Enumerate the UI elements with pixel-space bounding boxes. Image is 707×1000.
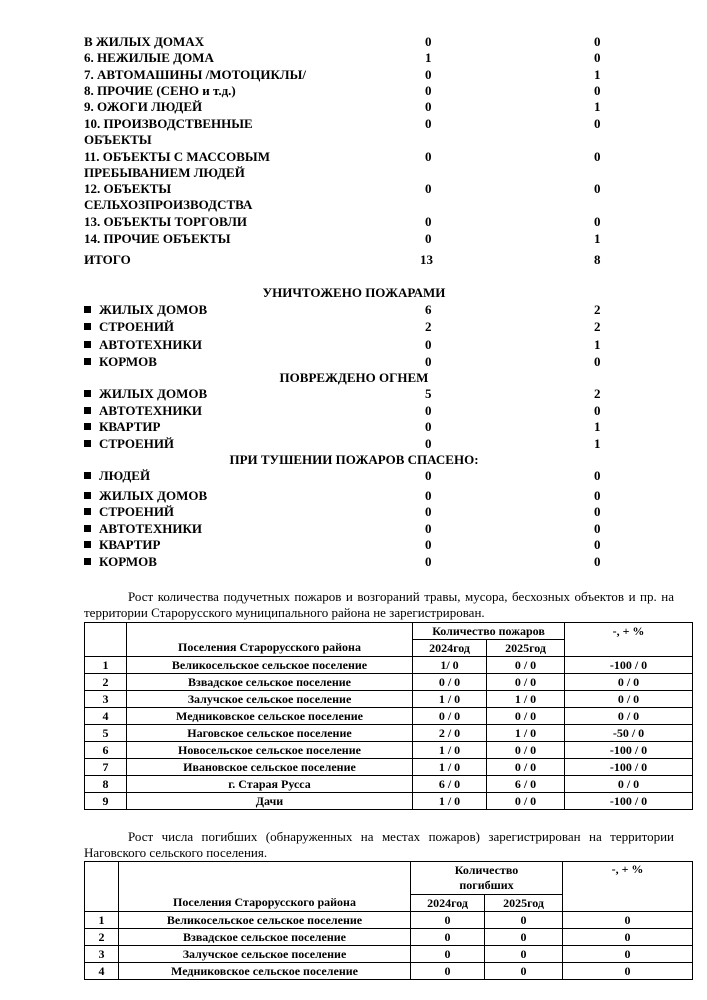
row-number: 2 <box>85 674 127 691</box>
value-2024: 1 / 0 <box>413 742 487 759</box>
header-year-2024: 2024год <box>413 640 487 657</box>
header-death-count-line1: Количество <box>454 863 519 877</box>
table-row <box>85 691 693 708</box>
item-value-2024: 0 <box>425 403 432 418</box>
header-change: -, + % <box>565 623 693 640</box>
bullet-icon <box>84 423 91 430</box>
header-fire-count: Количество пожаров <box>413 623 565 640</box>
item-label: КОРМОВ <box>99 354 157 369</box>
header-death-count <box>411 862 563 895</box>
table-header-row <box>85 895 693 912</box>
item-value-2025: 0 <box>594 537 601 552</box>
row-number: 3 <box>85 946 119 963</box>
item-value-2024: 0 <box>425 521 432 536</box>
stat-label: 10. ПРОИЗВОДСТВЕННЫЕ <box>84 116 253 131</box>
value-2025: 0 / 0 <box>487 708 565 725</box>
row-number: 2 <box>85 929 119 946</box>
settlement-name: Залучское сельское поселение <box>119 946 411 963</box>
item-value-2025: 2 <box>594 302 601 317</box>
item-value-2025: 0 <box>594 354 601 369</box>
value-2024: 0 <box>411 912 485 929</box>
value-change: -100 / 0 <box>565 742 693 759</box>
value-2024: 0 <box>411 963 485 980</box>
stat-value-2024: 0 <box>425 34 432 49</box>
value-change: -50 / 0 <box>565 725 693 742</box>
stat-value-2025: 1 <box>594 231 601 246</box>
item-value-2025: 1 <box>594 337 601 352</box>
stat-value-2025: 0 <box>594 149 601 164</box>
stat-value-2025: 1 <box>594 67 601 82</box>
value-2025: 0 <box>485 929 563 946</box>
saved-heading: ПРИ ТУШЕНИИ ПОЖАРОВ СПАСЕНО: <box>229 452 479 467</box>
value-2025: 0 <box>485 963 563 980</box>
item-value-2024: 0 <box>425 504 432 519</box>
stat-value-2025: 0 <box>594 116 601 131</box>
value-change: 0 / 0 <box>565 776 693 793</box>
table-row <box>85 963 693 980</box>
bullet-icon <box>84 341 91 348</box>
value-change: 0 / 0 <box>565 674 693 691</box>
bullet-icon <box>84 525 91 532</box>
stat-label: 8. ПРОЧИЕ (СЕНО и т.д.) <box>84 83 236 98</box>
bullet-icon <box>84 508 91 515</box>
item-label: АВТОТЕХНИКИ <box>99 337 202 352</box>
row-number: 1 <box>85 657 127 674</box>
item-value-2025: 2 <box>594 386 601 401</box>
settlement-name: Взвадское сельское поселение <box>127 674 413 691</box>
item-value-2025: 0 <box>594 521 601 536</box>
item-value-2024: 6 <box>425 302 432 317</box>
row-number: 4 <box>85 963 119 980</box>
item-value-2025: 2 <box>594 319 601 334</box>
deaths-note-paragraph <box>84 829 674 861</box>
value-2025: 0 / 0 <box>487 674 565 691</box>
item-label: СТРОЕНИЙ <box>99 504 175 519</box>
item-value-2024: 0 <box>425 337 432 352</box>
value-2025: 0 / 0 <box>487 793 565 810</box>
item-label: АВТОТЕХНИКИ <box>99 403 202 418</box>
settlement-name: Ивановское сельское поселение <box>127 759 413 776</box>
table-row <box>85 725 693 742</box>
item-value-2025: 0 <box>594 554 601 569</box>
item-value-2024: 0 <box>425 537 432 552</box>
item-value-2024: 0 <box>425 554 432 569</box>
item-label: ЛЮДЕЙ <box>99 468 151 483</box>
stat-value-2025: 0 <box>594 214 601 229</box>
header-settlement: Поселения Старорусского района <box>127 640 413 657</box>
item-value-2024: 0 <box>425 436 432 451</box>
item-value-2025: 1 <box>594 419 601 434</box>
value-2025: 0 / 0 <box>487 657 565 674</box>
header-change: -, + % <box>563 862 693 895</box>
row-number: 1 <box>85 912 119 929</box>
value-change: 0 <box>563 912 693 929</box>
table-row <box>85 657 693 674</box>
stat-value-2024: 0 <box>425 116 432 131</box>
table-row <box>85 708 693 725</box>
stat-value-2024: 0 <box>425 214 432 229</box>
header-settlement: Поселения Старорусского района <box>119 895 411 912</box>
bullet-icon <box>84 323 91 330</box>
total-label: ИТОГО <box>84 252 131 267</box>
row-number: 5 <box>85 725 127 742</box>
fires-note-paragraph <box>84 589 674 621</box>
value-2024: 1/ 0 <box>413 657 487 674</box>
bullet-icon <box>84 558 91 565</box>
value-2024: 6 / 0 <box>413 776 487 793</box>
item-value-2025: 1 <box>594 436 601 451</box>
table-row <box>85 776 693 793</box>
value-change: 0 / 0 <box>565 708 693 725</box>
stat-value-2024: 1 <box>425 50 432 65</box>
item-label: СТРОЕНИЙ <box>99 319 175 334</box>
row-number: 9 <box>85 793 127 810</box>
item-label: КОРМОВ <box>99 554 157 569</box>
value-2024: 0 / 0 <box>413 674 487 691</box>
settlement-name: Великосельское сельское поселение <box>119 912 411 929</box>
row-number: 8 <box>85 776 127 793</box>
fires-note-text: Рост количества подучетных пожаров и возгораний травы, мусора, бесхозных объектов и пр. на территории Старорусского муниципального района не зарегистрирован. <box>84 589 674 620</box>
value-2025: 1 / 0 <box>487 691 565 708</box>
settlement-name: Новосельское сельское поселение <box>127 742 413 759</box>
stat-label-continued: СЕЛЬХОЗПРОИЗВОДСТВА <box>84 197 253 212</box>
item-label: КВАРТИР <box>99 419 161 434</box>
total-value-2024: 13 <box>420 252 433 267</box>
value-change: -100 / 0 <box>565 793 693 810</box>
value-2024: 1 / 0 <box>413 691 487 708</box>
value-2024: 1 / 0 <box>413 793 487 810</box>
table-header-row <box>85 862 693 895</box>
table-row <box>85 793 693 810</box>
value-change: -100 / 0 <box>565 657 693 674</box>
value-2025: 0 / 0 <box>487 742 565 759</box>
stat-label-continued: ПРЕБЫВАНИЕМ ЛЮДЕЙ <box>84 165 245 180</box>
table-header-row <box>85 623 693 640</box>
bullet-icon <box>84 472 91 479</box>
stat-value-2025: 1 <box>594 99 601 114</box>
settlement-name: Медниковское сельское поселение <box>127 708 413 725</box>
bullet-icon <box>84 440 91 447</box>
stat-value-2025: 0 <box>594 83 601 98</box>
value-2024: 0 <box>411 929 485 946</box>
table-row <box>85 674 693 691</box>
stat-label: 13. ОБЪЕКТЫ ТОРГОВЛИ <box>84 214 248 229</box>
stat-label: 11. ОБЪЕКТЫ С МАССОВЫМ <box>84 149 270 164</box>
fires-by-settlement-table <box>84 622 693 810</box>
value-2025: 0 <box>485 912 563 929</box>
item-label: АВТОТЕХНИКИ <box>99 521 202 536</box>
settlement-name: Взвадское сельское поселение <box>119 929 411 946</box>
settlement-name: Дачи <box>127 793 413 810</box>
row-number: 4 <box>85 708 127 725</box>
header-year-2025: 2025год <box>485 895 563 912</box>
table-header-row <box>85 640 693 657</box>
row-number: 6 <box>85 742 127 759</box>
item-value-2025: 0 <box>594 488 601 503</box>
bullet-icon <box>84 358 91 365</box>
value-2024: 2 / 0 <box>413 725 487 742</box>
header-year-2025: 2025год <box>487 640 565 657</box>
table-row <box>85 742 693 759</box>
item-label: ЖИЛЫХ ДОМОВ <box>99 386 208 401</box>
item-label: ЖИЛЫХ ДОМОВ <box>99 302 208 317</box>
value-2024: 0 / 0 <box>413 708 487 725</box>
table-row <box>85 929 693 946</box>
value-change: 0 <box>563 929 693 946</box>
bullet-icon <box>84 390 91 397</box>
stat-value-2024: 0 <box>425 99 432 114</box>
item-value-2025: 0 <box>594 504 601 519</box>
stat-value-2024: 0 <box>425 67 432 82</box>
stat-label: 12. ОБЪЕКТЫ <box>84 181 172 196</box>
settlement-name: Наговское сельское поселение <box>127 725 413 742</box>
header-death-count-line2: погибших <box>459 878 514 892</box>
value-2024: 1 / 0 <box>413 759 487 776</box>
value-2025: 6 / 0 <box>487 776 565 793</box>
settlement-name: Залучское сельское поселение <box>127 691 413 708</box>
item-value-2025: 0 <box>594 403 601 418</box>
deaths-by-settlement-table <box>84 861 693 980</box>
table-row <box>85 759 693 776</box>
stat-label: 9. ОЖОГИ ЛЮДЕЙ <box>84 99 203 114</box>
item-value-2025: 0 <box>594 468 601 483</box>
destroyed-heading: УНИЧТОЖЕНО ПОЖАРАМИ <box>262 285 446 300</box>
value-2025: 0 <box>485 946 563 963</box>
value-change: 0 <box>563 946 693 963</box>
item-value-2024: 5 <box>425 386 432 401</box>
stat-value-2024: 0 <box>425 83 432 98</box>
stat-value-2024: 0 <box>425 149 432 164</box>
stat-value-2024: 0 <box>425 231 432 246</box>
value-change: 0 / 0 <box>565 691 693 708</box>
item-label: ЖИЛЫХ ДОМОВ <box>99 488 208 503</box>
header-year-2024: 2024год <box>411 895 485 912</box>
value-change: 0 <box>563 963 693 980</box>
stat-label: 6. НЕЖИЛЫЕ ДОМА <box>84 50 214 65</box>
row-number: 7 <box>85 759 127 776</box>
value-2024: 0 <box>411 946 485 963</box>
settlement-name: г. Старая Русса <box>127 776 413 793</box>
stat-label-continued: ОБЪЕКТЫ <box>84 132 152 147</box>
stat-label: 7. АВТОМАШИНЫ /МОТОЦИКЛЫ/ <box>84 67 306 82</box>
item-value-2024: 0 <box>425 354 432 369</box>
damaged-heading: ПОВРЕЖДЕНО ОГНЕМ <box>279 370 429 385</box>
bullet-icon <box>84 407 91 414</box>
table-row <box>85 912 693 929</box>
settlement-name: Медниковское сельское поселение <box>119 963 411 980</box>
bullet-icon <box>84 541 91 548</box>
item-value-2024: 0 <box>425 488 432 503</box>
stat-value-2025: 0 <box>594 34 601 49</box>
stat-label: В ЖИЛЫХ ДОМАХ <box>84 34 205 49</box>
table-row <box>85 946 693 963</box>
stat-label: 14. ПРОЧИЕ ОБЪЕКТЫ <box>84 231 231 246</box>
stat-value-2025: 0 <box>594 181 601 196</box>
bullet-icon <box>84 492 91 499</box>
bullet-icon <box>84 306 91 313</box>
stat-value-2024: 0 <box>425 181 432 196</box>
value-2025: 0 / 0 <box>487 759 565 776</box>
item-value-2024: 0 <box>425 419 432 434</box>
item-label: КВАРТИР <box>99 537 161 552</box>
total-value-2025: 8 <box>594 252 601 267</box>
stat-value-2025: 0 <box>594 50 601 65</box>
settlement-name: Великосельское сельское поселение <box>127 657 413 674</box>
value-change: -100 / 0 <box>565 759 693 776</box>
item-value-2024: 2 <box>425 319 432 334</box>
row-number: 3 <box>85 691 127 708</box>
item-label: СТРОЕНИЙ <box>99 436 175 451</box>
item-value-2024: 0 <box>425 468 432 483</box>
value-2025: 1 / 0 <box>487 725 565 742</box>
deaths-note-text: Рост числа погибших (обнаруженных на местах пожаров) зарегистрирован на территории Наговского сельского поселения. <box>84 829 674 860</box>
